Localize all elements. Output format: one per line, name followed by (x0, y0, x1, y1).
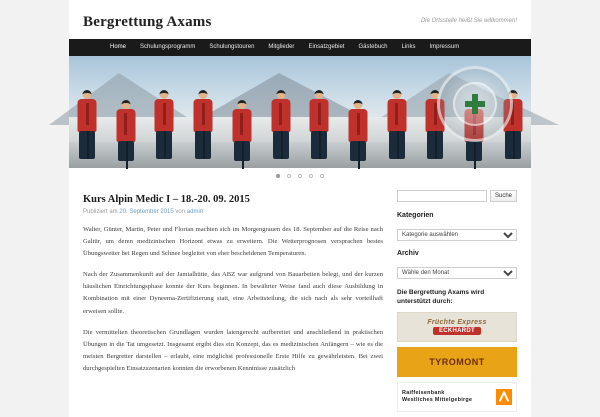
search-input[interactable] (397, 190, 487, 202)
post-paragraph-3: Die vermittelten theoretischen Grundlagen wurden laiengerecht aufbereitet und anschließend in praktischen Übungen in die Tat umgesetzt. Insgesamt ergibt dies ein Konzept, das es medizinischen Anfängern – wie es die meisten Bergretter darstellen – erlaubt, eine möglichst professionelle Erste Hilfe zu gewährleisten. Bei zwei durchgespielten Einsatzszenarien konnten die erworbenen Kenntnisse zusätzlich (83, 327, 383, 376)
masthead (69, 0, 531, 39)
search-widget (397, 190, 517, 202)
raiffeisen-gable-cross-icon (496, 389, 512, 405)
team-member (269, 90, 293, 160)
archive-title: Archiv (397, 250, 517, 257)
team-member (114, 100, 138, 160)
primary-navigation[interactable] (69, 39, 531, 56)
post-meta-by: von (175, 209, 185, 215)
archive-widget (397, 250, 517, 279)
post-content (83, 224, 383, 376)
content-area (69, 184, 531, 417)
sponsor-1-line2: ECKHARDT (433, 327, 481, 335)
post-author-link[interactable]: admin (187, 209, 203, 215)
post-meta (83, 209, 383, 215)
hero-slider-image[interactable] (69, 56, 531, 168)
sponsor-fruechte-express[interactable] (397, 312, 517, 342)
nav-item-gaestebuch[interactable]: Gästebuch (351, 39, 394, 56)
post-meta-prefix: Publiziert am (83, 209, 118, 215)
categories-widget (397, 212, 517, 241)
nav-item-links[interactable]: Links (395, 39, 423, 56)
team-member (152, 90, 176, 160)
archive-select[interactable] (397, 267, 517, 279)
sponsor-3-line1: Raiffeisenbank (402, 390, 472, 397)
page-background-right (531, 0, 600, 400)
sponsor-1-line1: Früchte Express (427, 319, 486, 326)
sponsor-3-text (402, 390, 472, 404)
post-date-link[interactable]: 20. September 2015 (119, 209, 173, 215)
slider-dot-4[interactable] (309, 174, 313, 178)
nav-item-einsatzgebiet[interactable]: Einsatzgebiet (301, 39, 351, 56)
nav-item-schulungstouren[interactable]: Schulungstouren (202, 39, 261, 56)
site-container (69, 0, 531, 417)
slider-dot-5[interactable] (320, 174, 324, 178)
main-column (83, 190, 383, 417)
sponsor-tyromont[interactable] (397, 347, 517, 377)
slider-dot-1[interactable] (276, 174, 280, 178)
nav-item-mitglieder[interactable]: Mitglieder (261, 39, 301, 56)
sidebar (397, 190, 517, 417)
post-title[interactable]: Kurs Alpin Medic I – 18.-20. 09. 2015 (83, 194, 383, 205)
categories-title: Kategorien (397, 212, 517, 219)
sponsors-note: Die Bergrettung Axams wird unterstützt durch: (397, 288, 517, 307)
slider-dot-2[interactable] (287, 174, 291, 178)
nav-item-schulungsprogramm[interactable]: Schulungsprogramm (133, 39, 202, 56)
site-description: Die Ortsstelle heißt Sie willkommen! (421, 17, 517, 26)
team-member (230, 100, 254, 160)
post-paragraph-1: Walter, Günter, Martin, Peter und Florian machten sich im Morgengrauen des 18. September auf die Reise nach Galtür, um deren medizinischen Horizont etwas zu erweitern. Die Wetterprognosen versprachen bestes Übungswetter bei Regen und Schnee begleitet von eher bescheidenen Temperaturen. (83, 224, 383, 261)
sponsor-3-line2: Westliches Mittelgebirge (402, 397, 472, 404)
sponsor-2-line1: TYROMONT (429, 357, 485, 367)
team-member (346, 100, 370, 160)
team-member (307, 90, 331, 160)
search-button[interactable]: Suche (490, 190, 517, 202)
bergrettung-emblem-icon (437, 66, 513, 142)
team-member (385, 90, 409, 160)
team-member (75, 90, 99, 160)
slider-dot-3[interactable] (298, 174, 302, 178)
slider-pagination[interactable] (69, 168, 531, 184)
page-background-left (0, 0, 69, 400)
nav-item-impressum[interactable]: Impressum (423, 39, 467, 56)
sponsor-raiffeisenbank[interactable] (397, 382, 517, 412)
categories-select[interactable] (397, 229, 517, 241)
team-member (191, 90, 215, 160)
nav-item-home[interactable]: Home (103, 39, 133, 56)
emblem-inner-ring (453, 82, 497, 126)
alpine-cross-icon (465, 94, 485, 114)
post-paragraph-2: Nach der Zusammenkunft auf der Jamtalhütte, das ABZ war aufgrund von Bauarbeiten belegt, und der kurzen häuslichen Einrichtungsphase konnte der Kurs beginnen. In bewährter Weise fand auch diese Ausbildung in Kombination mit einer Dyneema-Zertifizierung statt, eine Arbeitsteilung, die sich nach als sehr vorteilhaft erweisen sollte. (83, 269, 383, 318)
site-title[interactable]: Bergrettung Axams (83, 14, 212, 31)
